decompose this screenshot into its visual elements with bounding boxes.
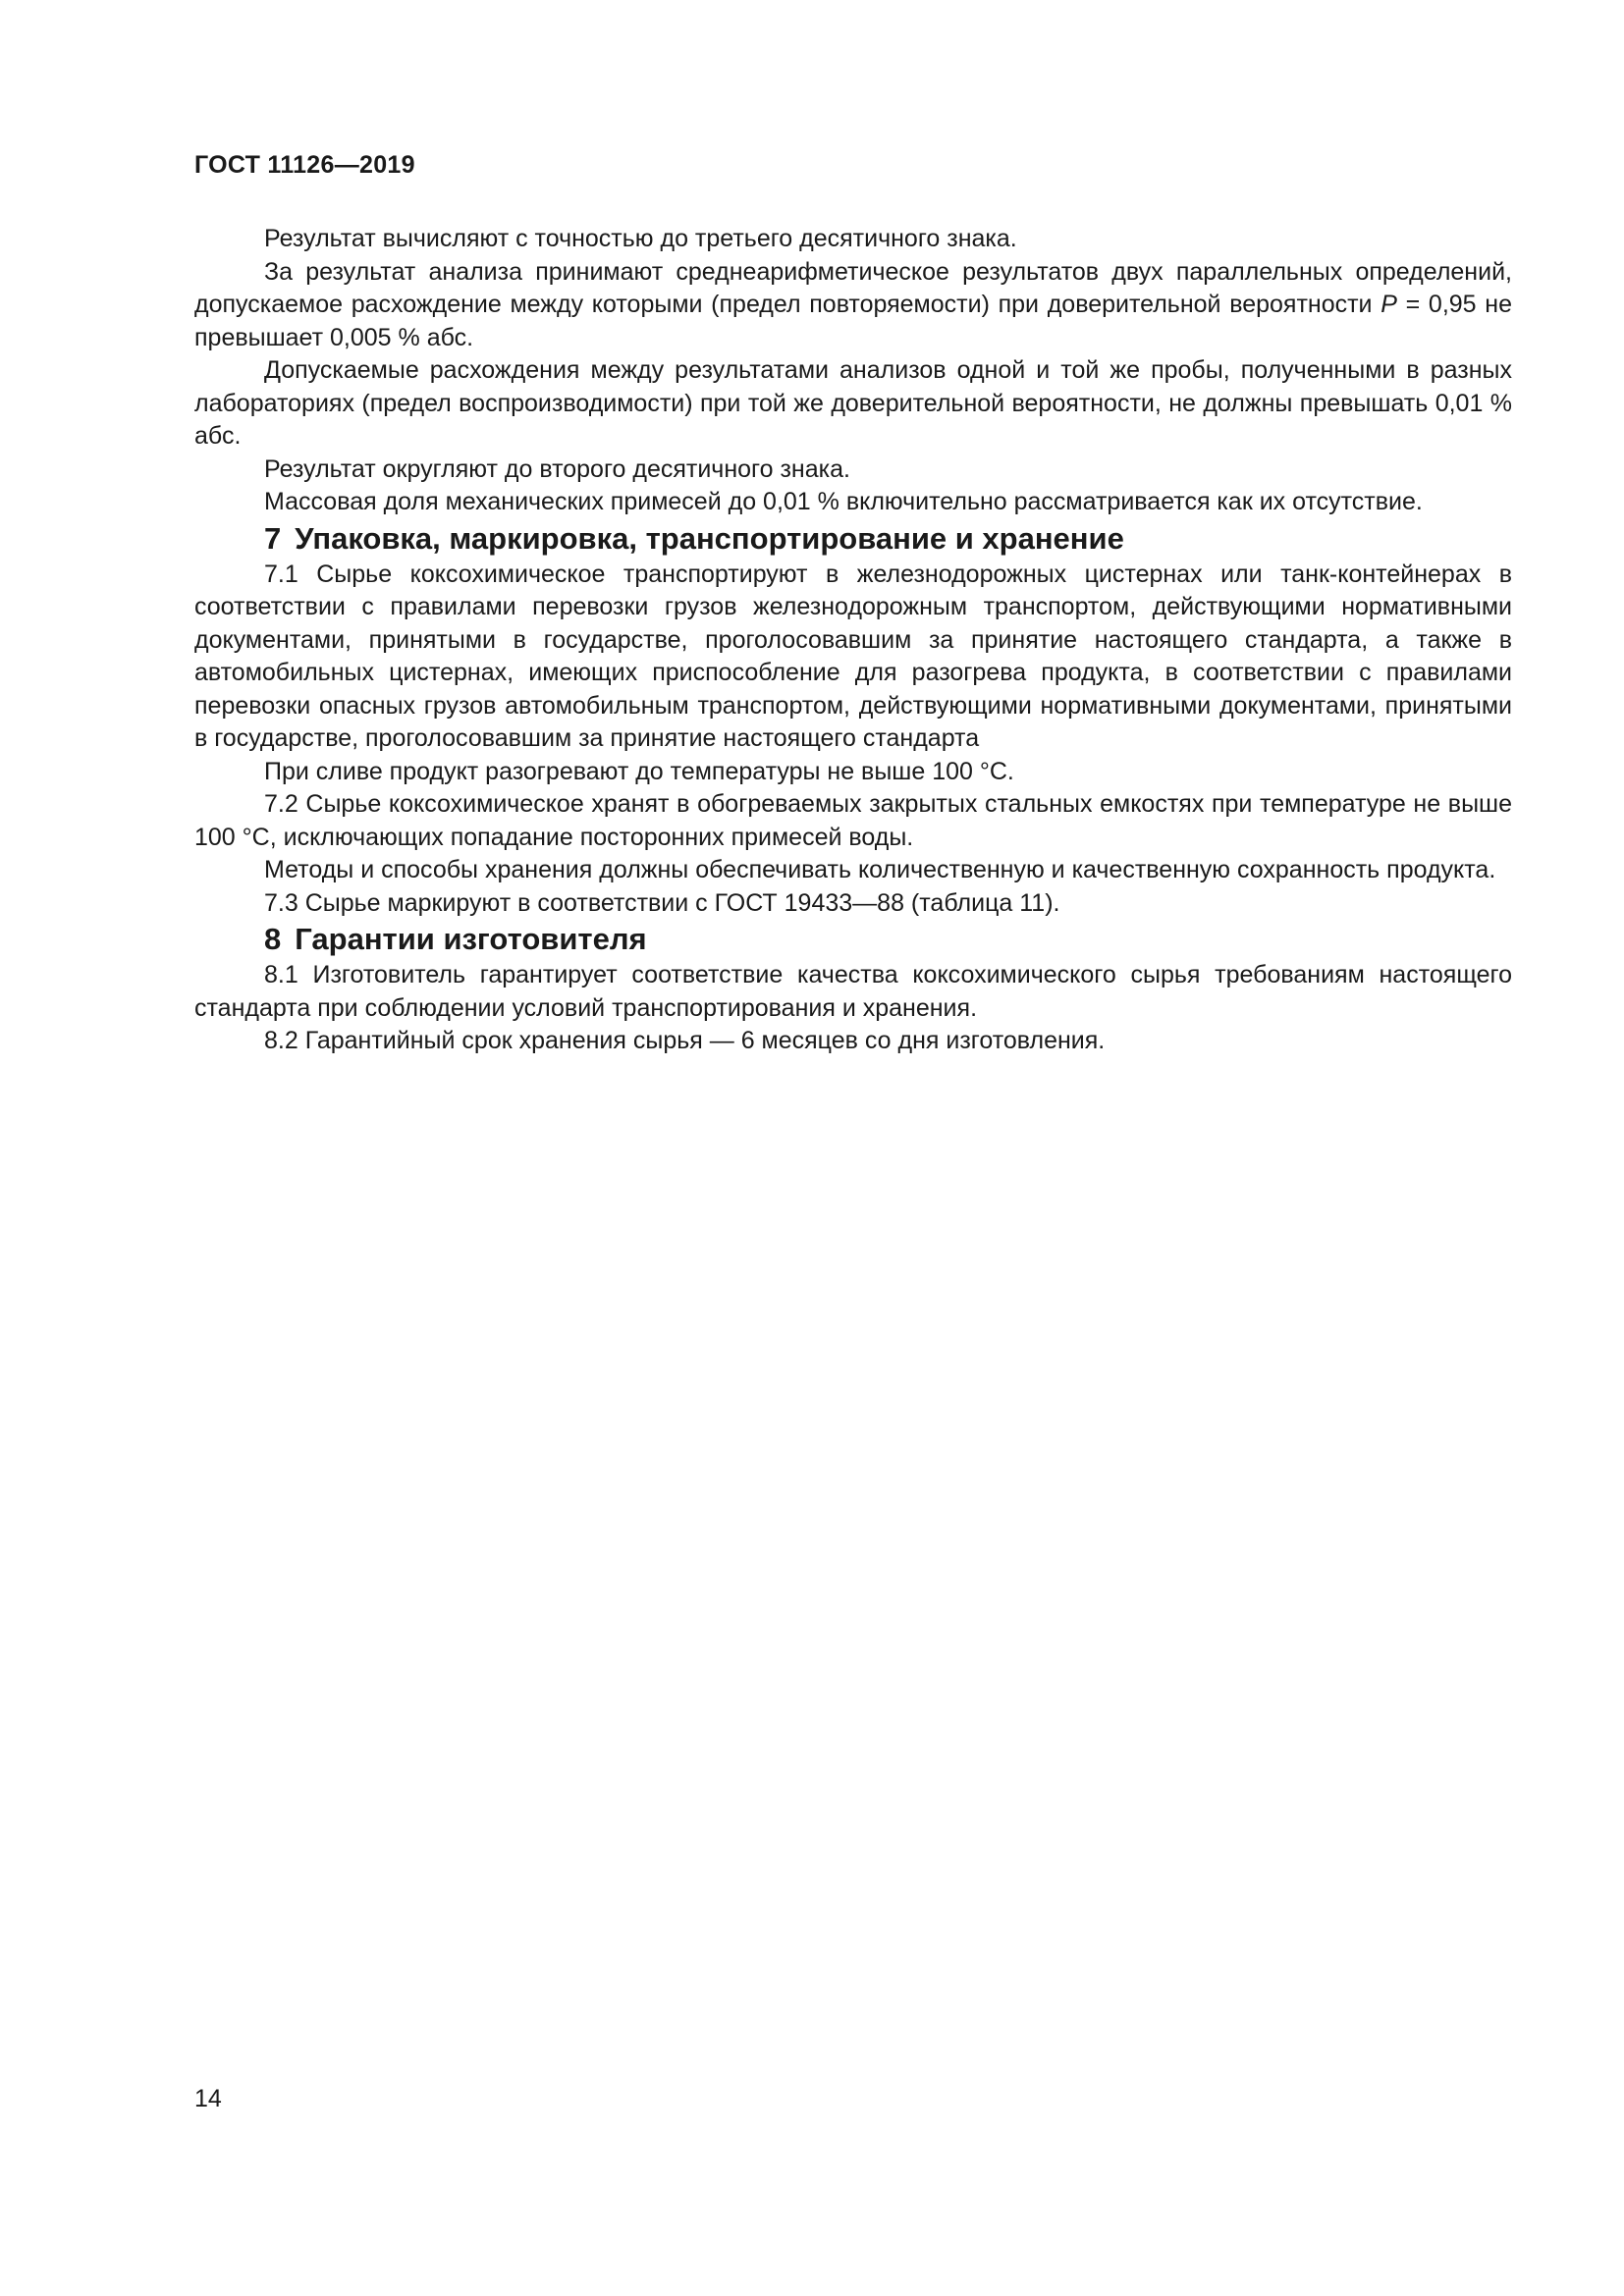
page-number: 14 [194, 2085, 222, 2112]
paragraph-8-1: 8.1 Изготовитель гарантирует соответствие качества коксохимического сырья требованиям настоящего стандарта при соблюдении условий транспортирования и хранения. [194, 961, 1512, 1022]
section-8-heading [194, 920, 1512, 959]
paragraph-result-analysis [194, 256, 1512, 355]
paragraph-7-3: 7.3 Сырье маркируют в соответствии с ГОСТ 19433—88 (таблица 11). [264, 888, 1060, 917]
paragraph-7-1: 7.1 Сырье коксохимическое транспортируют в железнодорожных цистернах или танк-контейнерах в соответствии с правилами перевозки грузов железнодорожным транспортом, действующими нормативными документами, принятыми в государстве, проголосовавшим за принятие настоящего стандарта, а также в автомобильных цистернах, имеющих приспособление для разогрева продукта, в соответствии с правилами перевозки опасных грузов автомобильным транспортом, действующими нормативными документами, принятыми в государстве, проголосовавшим за принятие настоящего стандарта [194, 560, 1512, 752]
document-body [194, 223, 1512, 1058]
section-7-title: Упаковка, маркировка, транспортирование и хранение [295, 520, 1124, 556]
probability-variable: P [1380, 291, 1397, 318]
paragraph-7-2: 7.2 Сырье коксохимическое хранят в обогреваемых закрытых стальных емкостях при температуре не выше 100 °С, исключающих попадание посторонних примесей воды. [194, 790, 1512, 851]
section-8-number: 8 [264, 922, 282, 956]
document-header: ГОСТ 11126—2019 [194, 151, 415, 179]
paragraph-reproducibility: Допускаемые расхождения между результатами анализов одной и той же пробы, полученными в разных лабораториях (предел воспроизводимости) при той же доверительной вероятности, не должны превышать 0,01 % абс. [194, 356, 1512, 450]
section-7-number: 7 [264, 520, 282, 556]
paragraph-8-2: 8.2 Гарантийный срок хранения сырья — 6 месяцев со дня изготовления. [264, 1027, 1106, 1054]
paragraph-7-2-methods: Методы и способы хранения должны обеспечивать количественную и качественную сохранность продукта. [264, 856, 1496, 883]
paragraph-precision: Результат вычисляют с точностью до третьего десятичного знака. [264, 225, 1017, 252]
paragraph-result-analysis-text-a: За результат анализа принимают среднеарифметическое результатов двух параллельных определений, допускаемое расхождение между которыми (предел повторяемости) при доверительной вероятности [194, 257, 1512, 318]
section-7-heading [194, 519, 1512, 559]
paragraph-7-1-draining: При сливе продукт разогревают до температуры не выше 100 °С. [264, 757, 1014, 785]
paragraph-result-analysis-text-b: = 0,95 не превышает 0,005 % абс. [194, 291, 1512, 351]
section-8-title: Гарантии изготовителя [295, 922, 647, 956]
paragraph-rounding: Результат округляют до второго десятичного знака. [264, 454, 850, 483]
paragraph-mass-fraction: Массовая доля механических примесей до 0,01 % включительно рассматривается как их отсутствие. [264, 488, 1423, 515]
